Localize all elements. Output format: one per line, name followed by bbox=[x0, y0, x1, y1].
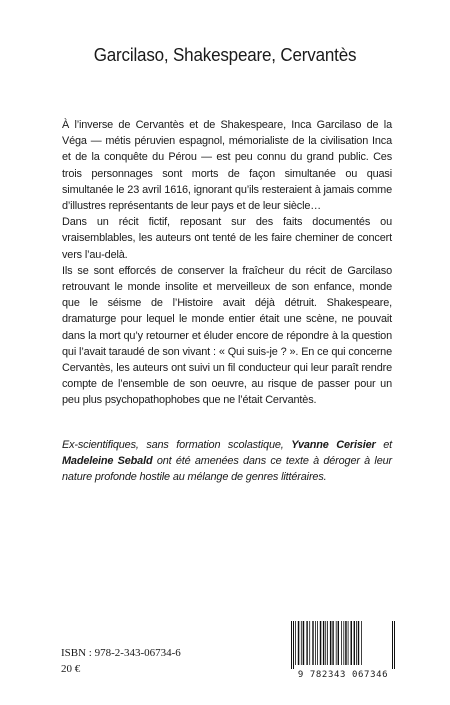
book-title: Garcilaso, Shakespeare, Cervantès bbox=[93, 44, 357, 65]
blurb-paragraph-3: Ils se sont efforcés de conserver la fraîcheur du récit de Garcilaso retrouvant le monde insolite et merveilleux de son enfance, monde que le séisme de l’Histoire avait déjà détruit. Shakespeare, dramaturge pour lequel le monde entier était une scène, ne pouvait dans la mort qu’y retourner et éluder encore de répondre à la question qui l’avait taraudé de son vivant : « Qui suis-je ? ». En ce qui concerne Cervantès, les auteurs ont suivi un fil conducteur qui leur paraît rendre compte de l’ensemble de son oeuvre, au risque de passer pour un peu plus psychopathophobes que ne l’était Cervantès. bbox=[62, 264, 392, 407]
price-label: 20 € bbox=[61, 663, 81, 675]
back-cover-blurb bbox=[62, 117, 392, 409]
author-bio-intro: Ex-scientifiques, sans formation scolastique, bbox=[62, 439, 292, 451]
isbn-label: ISBN : 978-2-343-06734-6 bbox=[61, 647, 181, 659]
author-bio-and: et bbox=[375, 439, 392, 451]
author-bio bbox=[62, 437, 392, 486]
author-name-1: Yvanne Cerisier bbox=[291, 439, 376, 451]
blurb-paragraph-1: À l’inverse de Cervantès et de Shakespeare, Inca Garcilaso de la Véga — métis péruvien espagnol, mémorialiste de la civilisation Inca et de la conquête du Pérou — est peu connu du grand public. Ces trois personnages sont morts de façon simultanée ou quasi simultanée le 23 avril 1616, ignorant qu’ils resteraient à jamais comme d’illustres représentants de leur pays et de leur siècle… bbox=[62, 119, 392, 213]
author-bio-rest: ont été amenées dans ce texte à déroger à leur nature profonde hostile au mélange de genres littéraires. bbox=[62, 455, 392, 484]
barcode-digits: 9 782343 067346 bbox=[297, 670, 389, 680]
author-name-2: Madeleine Sebald bbox=[62, 455, 153, 468]
blurb-paragraph-2: Dans un récit fictif, reposant sur des faits documentés ou vraisemblables, les auteurs ont tenté de les faire cheminer de concert vers l’au-delà. bbox=[62, 216, 392, 261]
barcode-icon bbox=[290, 621, 396, 669]
